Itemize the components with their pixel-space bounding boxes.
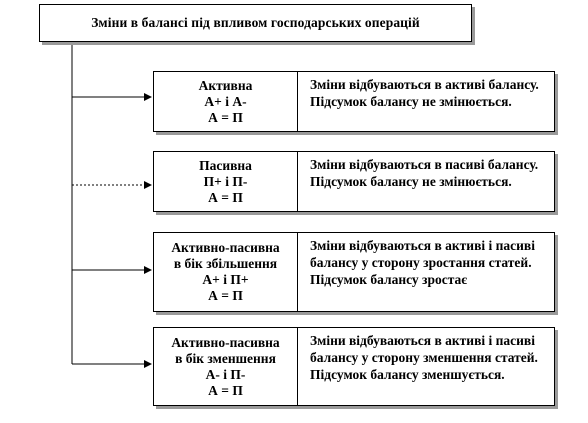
type-formula: А- і П- [205, 366, 246, 382]
type-direction: в бік збільшення [173, 256, 278, 271]
type-equation: А = П [208, 382, 243, 398]
operation-type-label [154, 328, 298, 405]
type-name: Пасивна [199, 157, 252, 173]
type-formula: А+ і А- [204, 93, 247, 109]
type-equation: А = П [208, 189, 243, 205]
operation-type-passive [153, 151, 555, 212]
type-direction: в бік зменшення [175, 350, 276, 366]
operation-type-label [154, 72, 298, 131]
operation-description: Зміни відбуваються в активі і пасиві балансу у сторону зростання статей. Підсумок балансу зростає [310, 238, 535, 287]
type-name: Активна [198, 77, 253, 93]
operation-type-label [154, 233, 298, 311]
type-name: Активно-пасивна [171, 334, 280, 350]
operation-type-active-passive-decrease [153, 327, 555, 406]
diagram-title: Зміни в балансі під впливом господарських операцій [39, 4, 472, 42]
operation-description: Зміни відбуваються в пасиві балансу. Підсумок балансу не змінюється. [310, 157, 539, 189]
operation-type-label [154, 152, 298, 211]
type-formula: П+ і П- [203, 173, 248, 189]
type-equation: А = П [208, 288, 243, 303]
type-equation: А = П [208, 109, 243, 125]
operation-description: Зміни відбуваються в активі балансу. Підсумок балансу не змінюється. [310, 77, 539, 109]
type-formula: А+ і П+ [202, 272, 249, 287]
type-name: Активно-пасивна [171, 240, 280, 255]
operation-type-active [153, 71, 555, 132]
operation-type-active-passive-increase [153, 232, 555, 312]
operation-description: Зміни відбуваються в активі і пасиві балансу у сторону зменшення статей. Підсумок балансу зменшується. [310, 333, 538, 382]
